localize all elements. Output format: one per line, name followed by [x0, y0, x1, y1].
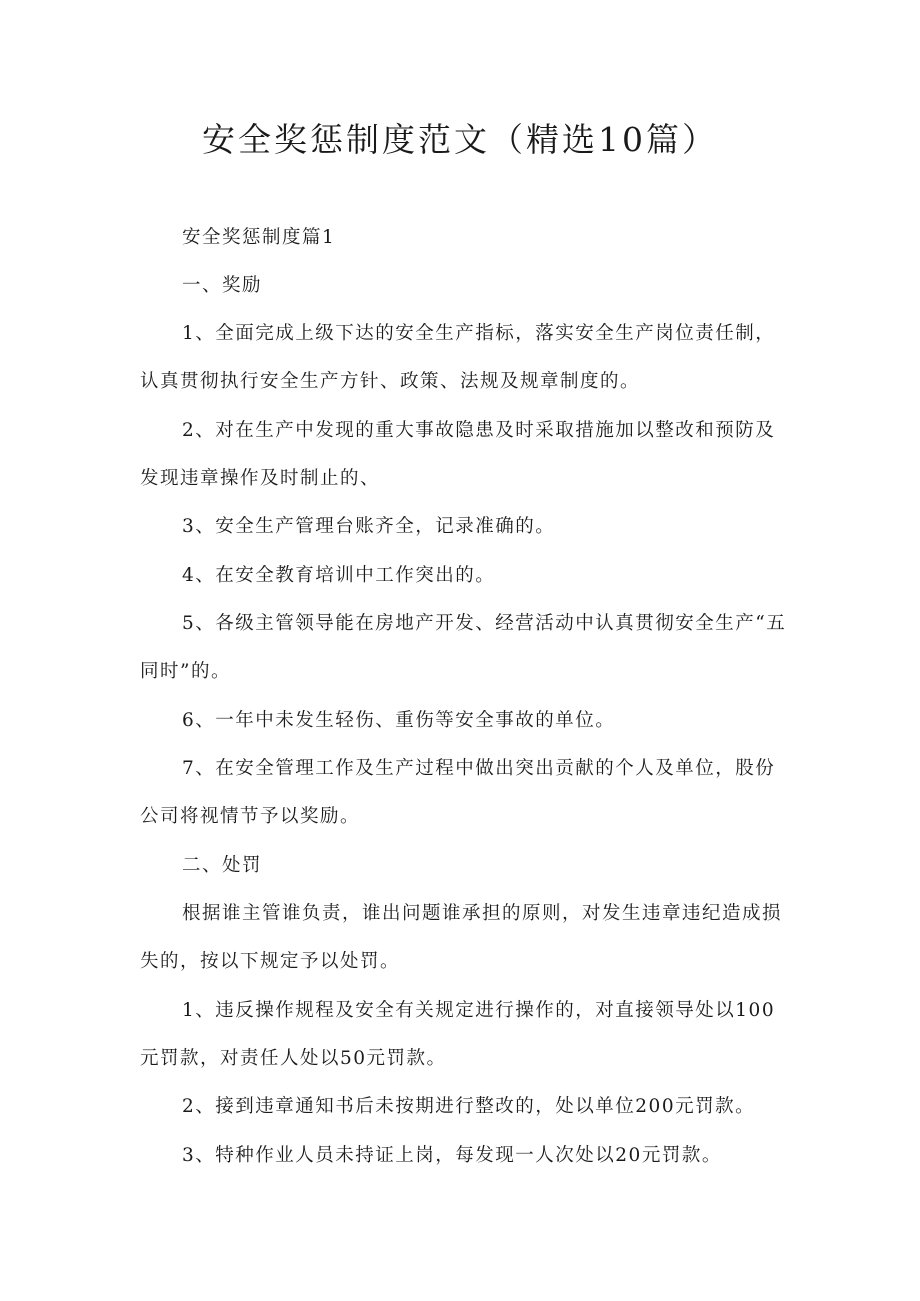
reward-item-6: 6、一年中未发生轻伤、重伤等安全事故的单位。 [182, 710, 616, 731]
reward-item-3: 3、安全生产管理台账齐全，记录准确的。 [182, 516, 556, 537]
penalty-principle: 根据谁主管谁负责，谁出问题谁承担的原则，对发生违章违纪造成损失的，按以下规定予以处罚。 [140, 903, 783, 972]
penalty-item-2: 2、接到违章通知书后未按期进行整改的，处以单位200元罚款。 [182, 1096, 756, 1117]
section-heading-penalties: 二、处罚 [182, 855, 263, 876]
reward-item-1: 1、全面完成上级下达的安全生产指标，落实安全生产岗位责任制，认真贯彻执行安全生产方针、政策、法规及规章制度的。 [140, 323, 776, 392]
document-title: 安全奖惩制度范文（精选10篇） [202, 120, 718, 159]
penalty-item-3: 3、特种作业人员未持证上岗，每发现一人次处以20元罚款。 [182, 1145, 722, 1166]
reward-item-5: 5、各级主管领导能在房地产开发、经营活动中认真贯彻安全生产“五同时”的。 [140, 613, 787, 682]
section-heading-part1: 安全奖惩制度篇1 [182, 227, 336, 248]
reward-item-2: 2、对在生产中发现的重大事故隐患及时采取措施加以整改和预防及发现违章操作及时制止的、 [140, 420, 776, 489]
section-heading-rewards: 一、奖励 [182, 275, 263, 296]
penalty-item-1: 1、违反操作规程及安全有关规定进行操作的，对直接领导处以100元罚款，对责任人处以50元罚款。 [140, 1000, 776, 1069]
reward-item-4: 4、在安全教育培训中工作突出的。 [182, 565, 496, 586]
reward-item-7: 7、在安全管理工作及生产过程中做出突出贡献的个人及单位，股份公司将视情节予以奖励。 [140, 758, 776, 827]
